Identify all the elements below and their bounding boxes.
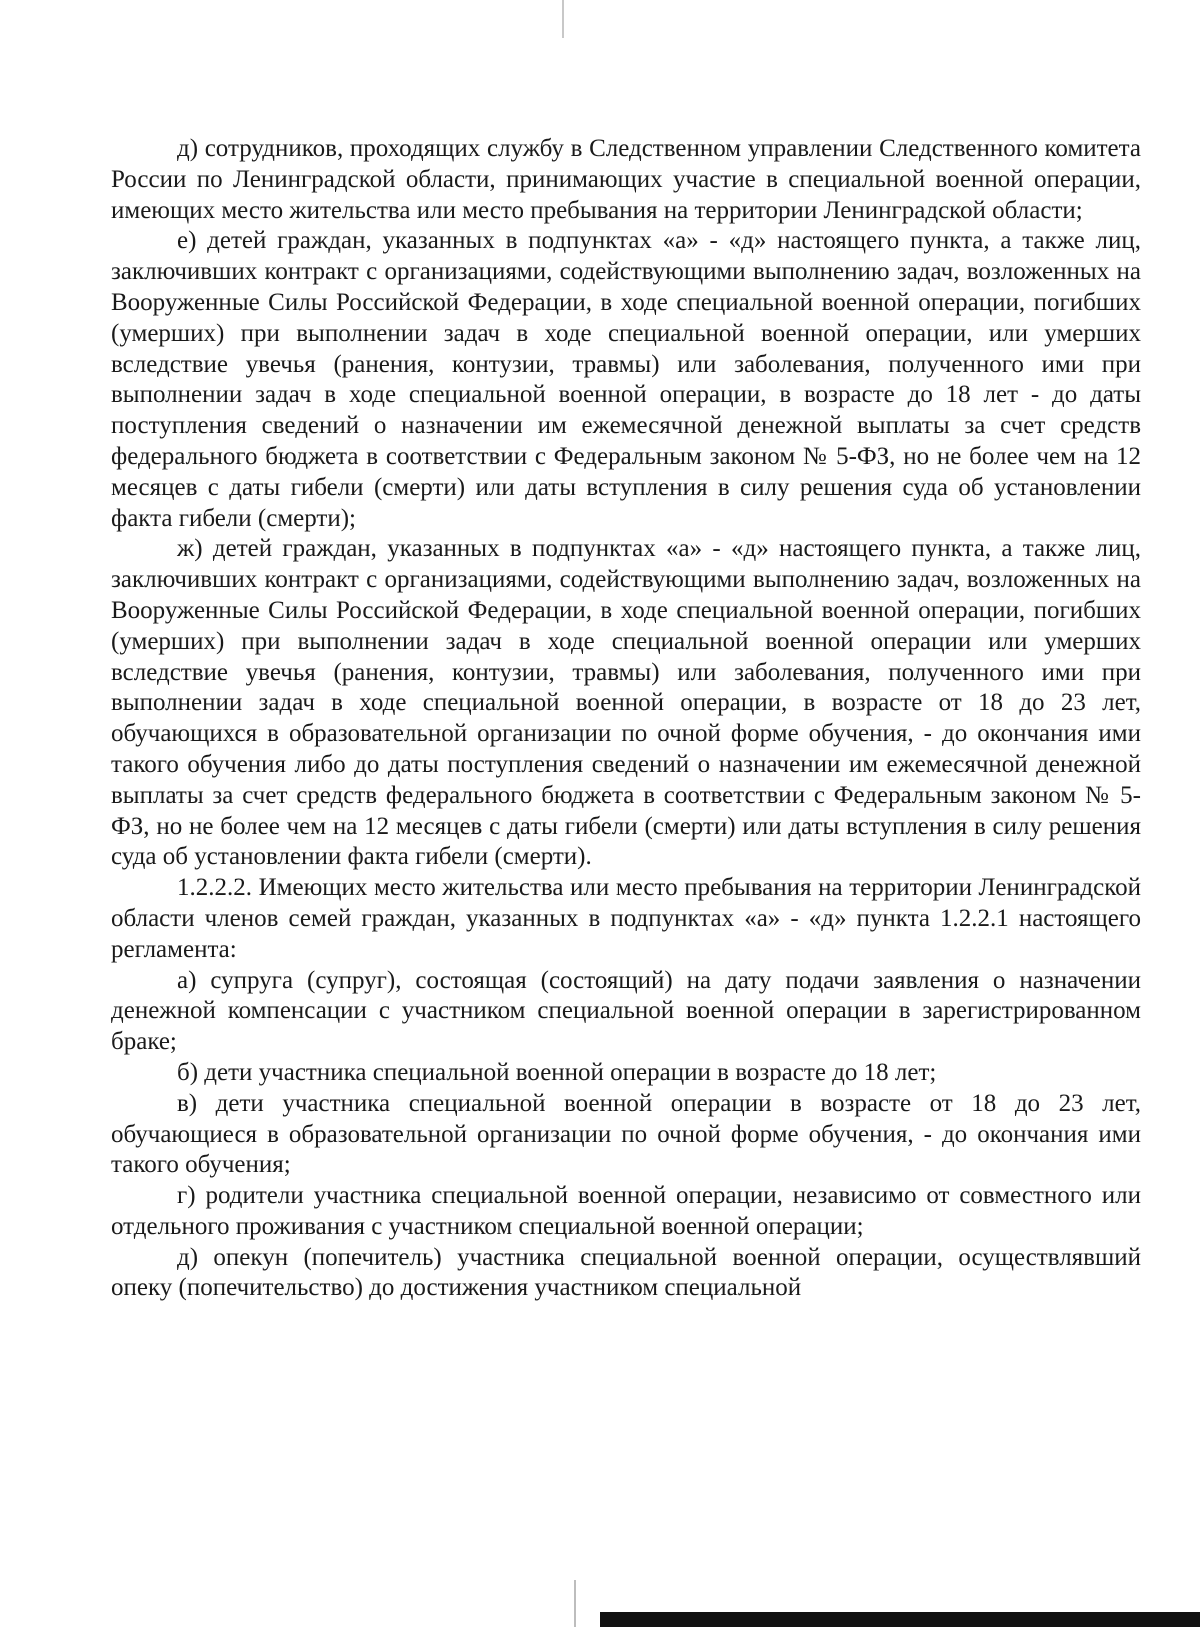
scan-artifact-top (562, 0, 564, 38)
paragraph-d-guardian: д) опекун (попечитель) участника специальной военной операции, осуществлявший опеку (попечительство) до достижения участником специальной (111, 1243, 1141, 1302)
paragraph-e-children-under-18: е) детей граждан, указанных в подпунктах «а» - «д» настоящего пункта, а также лиц, заключивших контракт с организациями, содействующими выполнению задач, возложенных на Вооруженные Силы Российской Федерации, в ходе специальной военной операции, погибших (умерших) при выполнении задач в ходе специальной военной операции, или умерших вследствие увечья (ранения, контузии, травмы) или заболевания, полученного ими при выполнении задач в ходе специальной военной операции, в возрасте до 18 лет - до даты поступления сведений о назначении им ежемесячной денежной выплаты за счет средств федерального бюджета в соответствии с Федеральным законом № 5-ФЗ, но не более чем на 12 месяцев с даты гибели (смерти) или даты вступления в силу решения суда об установлении факта гибели (смерти); (111, 227, 1141, 532)
paragraph-a-spouse: а) супруга (супруг), состоящая (состоящий) на дату подачи заявления о назначении денежной компенсации с участником специальной военной операции в зарегистрированном браке; (111, 966, 1141, 1056)
paragraph-v-students: в) дети участника специальной военной операции в возрасте от 18 до 23 лет, обучающиеся в образовательной организации по очной форме обучения, - до окончания ими такого обучения; (111, 1089, 1141, 1179)
paragraph-b-children: б) дети участника специальной военной операции в возрасте до 18 лет; (177, 1058, 937, 1086)
paragraph-zh-children-18-23: ж) детей граждан, указанных в подпунктах «а» - «д» настоящего пункта, а также лиц, заключивших контракт с организациями, содействующими выполнению задач, возложенных на Вооруженные Силы Российской Федерации, в ходе специальной военной операции, погибших (умерших) при выполнении задач в ходе специальной военной операции или умерших вследствие увечья (ранения, контузии, травмы) или заболевания, полученного ими при выполнении задач в ходе специальной военной операции, в возрасте от 18 до 23 лет, обучающихся в образовательной организации по очной форме обучения, - до окончания ими такого обучения либо до даты поступления сведений о назначении им ежемесячной денежной выплаты за счет средств федерального бюджета в соответствии с Федеральным законом № 5-ФЗ, но не более чем на 12 месяцев с даты гибели (смерти) или даты вступления в силу решения суда об установлении факта гибели (смерти). (111, 535, 1141, 871)
paragraph-1-2-2-2-family-members: 1.2.2.2. Имеющих место жительства или место пребывания на территории Ленинградской области членов семей граждан, указанных в подпунктах «а» - «д» пункта 1.2.2.1 настоящего регламента: (111, 874, 1141, 963)
scan-edge-shadow (600, 1612, 1200, 1627)
document-body (111, 134, 1141, 1304)
paragraph-d-employees: д) сотрудников, проходящих службу в Следственном управлении Следственного комитета России по Ленинградской области, принимающих участие в специальной военной операции, имеющих место жительства или место пребывания на территории Ленинградской области; (111, 135, 1141, 224)
paragraph-g-parents: г) родители участника специальной военной операции, независимо от совместного или отдельного проживания с участником специальной военной операции; (111, 1182, 1141, 1240)
scan-artifact-bottom (574, 1580, 576, 1627)
